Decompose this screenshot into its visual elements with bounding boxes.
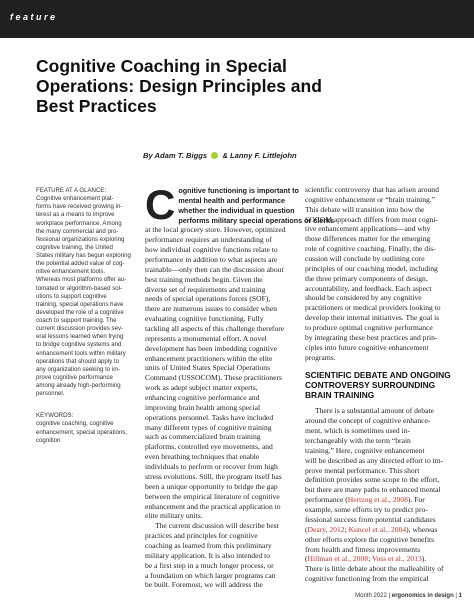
- text-line: a foundation on which larger programs can: [145, 570, 276, 580]
- paragraph: [145, 521, 297, 590]
- citation-link[interactable]: Voss et al., 2013: [371, 554, 422, 564]
- text-line: even breathing techniques that enable: [145, 452, 260, 462]
- text-line: FEATURE AT A GLANCE:: [36, 187, 107, 194]
- text-line: workplace performance. Among: [36, 219, 122, 227]
- text-line: practices and principles for cognitive: [145, 531, 258, 541]
- keywords-block: [36, 412, 136, 445]
- text-line: cognitive functioning from the empirical: [305, 574, 429, 584]
- text-line: ognitive functioning is important to: [178, 186, 299, 195]
- text-line: tackling all aspects of this challenge therefore: [145, 324, 285, 334]
- byline-by: By: [143, 151, 153, 160]
- text-line: Whereas most platforms offer au-: [36, 276, 127, 284]
- text-line: operations that should apply to: [36, 357, 120, 365]
- text-line: improving brain health among special: [145, 402, 261, 412]
- text-line: performance requires an understanding of: [145, 235, 272, 245]
- text-line: personnel.: [36, 390, 65, 398]
- text-line: development has been imbedding cognitive: [145, 343, 278, 353]
- footer-separator: |: [388, 593, 391, 599]
- title-line: Best Practices: [36, 96, 157, 116]
- text-line: best training methods begin. Given the: [145, 274, 263, 284]
- text-line: nitive enhancement tools.: [36, 268, 106, 276]
- text-line: [305, 525, 457, 535]
- footer-separator: |: [455, 593, 457, 599]
- text-line: This debate will transition into how the: [305, 204, 425, 214]
- text-line: other efforts explore the cognitive benefits: [305, 534, 435, 544]
- text-line: Cognitive enhancement plat-: [36, 195, 114, 203]
- text-line: principles of our coaching model, including: [305, 263, 438, 273]
- text-line: be a first step in a much longer process, or: [145, 560, 274, 570]
- text-line: example, some efforts try to predict pro-: [305, 505, 428, 515]
- paragraph: [305, 406, 457, 495]
- text-line: utions to support cognitive: [36, 292, 107, 300]
- text-line: at the local grocery store. However, optimized: [145, 225, 286, 235]
- text-line: training.” Here, cognitive enhancement: [305, 445, 425, 455]
- text-line: stress evolutions. Still, the program itself has: [145, 471, 282, 481]
- text-line: KEYWORDS:: [36, 412, 74, 420]
- text-line: cognition: [36, 436, 61, 444]
- text-line: work as adept subject matter experts,: [145, 383, 258, 393]
- text-line: The current discussion will describe best: [155, 521, 279, 531]
- text-line: operations personnel. Tasks have included: [145, 412, 274, 422]
- text-line: units of United States Special Operations: [145, 363, 271, 373]
- title-line: Operations: Design Principles and: [36, 76, 322, 96]
- text-line: terchangeably with the term “brain: [305, 436, 411, 446]
- text-line: around the concept of cognitive enhance-: [305, 416, 431, 426]
- text-fragment: (: [305, 524, 308, 534]
- text-line: evaluating cognitive functioning. Fully: [145, 314, 264, 324]
- text-fragment: ), whereas: [406, 524, 438, 534]
- text-line: performance in addition to what aspects are: [145, 255, 278, 265]
- text-line: represents a monumental effort. A novel: [145, 333, 267, 343]
- text-line: be built. Foremost, we will address the: [145, 580, 263, 590]
- text-fragment: ). For: [407, 495, 425, 505]
- text-line: tive enhancement applications—and why: [305, 224, 431, 234]
- text-line: been a unique opportunity to bridge the gap: [145, 481, 278, 491]
- author-name[interactable]: Adam T. Biggs: [154, 151, 208, 160]
- citation-link[interactable]: Deary, 2012: [307, 524, 345, 534]
- text-line: enhancement practitioners within the elite: [145, 353, 273, 363]
- text-line: accountability, and feedback. Each aspect: [305, 283, 432, 293]
- text-line: terest as a means to improve: [36, 211, 115, 219]
- text-line: from health and fitness improvements: [305, 544, 421, 554]
- glance-text: [36, 187, 136, 398]
- text-line: develop their internal initiatives. The goal is: [305, 313, 440, 323]
- author-name[interactable]: Lanny F. Littlejohn: [230, 151, 297, 160]
- text-line: whether the individual in question: [178, 205, 295, 215]
- text-line: needs of special operations forces (SOF),: [145, 294, 271, 304]
- article-title: [36, 56, 456, 116]
- text-line: role of cognitive coaching. Finally, the dis-: [305, 244, 436, 254]
- text-line: should be considered by any cognitive: [305, 293, 422, 303]
- text-line: any organization seeking to im-: [36, 365, 121, 373]
- byline: [143, 151, 463, 160]
- text-line: developed the role of a cognitive: [36, 308, 124, 316]
- title-line: Cognitive Coaching in Special: [36, 56, 287, 76]
- text-line: definition provides some scope to the effort,: [305, 475, 440, 485]
- text-line: mental health and performance: [178, 195, 285, 205]
- text-fragment: performance (: [305, 495, 348, 505]
- feature-at-a-glance: [36, 187, 136, 445]
- text-line: enhancing cognitive performance and: [145, 393, 260, 403]
- text-line: [305, 554, 457, 564]
- text-line: SOCOM approach differs from most cogni-: [305, 214, 438, 224]
- text-line: military application. It is also intended to: [145, 550, 271, 560]
- text-line: fessional organizations exploring: [36, 235, 125, 243]
- text-line: between the empirical literature of cognitive: [145, 491, 280, 501]
- text-fragment: ).: [421, 554, 427, 564]
- section-heading: [305, 370, 457, 400]
- text-line: performs military special operations or clerks: [178, 215, 335, 225]
- text-line: by integrating these best practices and prin-: [305, 332, 438, 342]
- text-fragment: ;: [344, 524, 349, 534]
- text-line: trainable—only then can the discussion about: [145, 264, 284, 274]
- text-line: programs.: [305, 352, 336, 362]
- text-line: many different types of cognitive training: [145, 422, 272, 432]
- body-column-2: [305, 185, 457, 584]
- text-line: enhancement, special operations,: [36, 428, 128, 436]
- text-line: Command (USSOCOM). These practitioners: [145, 373, 282, 383]
- text-line: the potential added value of cog-: [36, 260, 125, 268]
- text-line: but there are many paths to enhanced mental: [305, 485, 441, 495]
- text-line: training, special operations have: [36, 300, 124, 308]
- page-footer: [355, 593, 462, 599]
- page-number: 1: [458, 593, 462, 599]
- text-line: cussion will conclude by outlining core: [305, 254, 425, 264]
- text-line: eral lessons learned when trying: [36, 333, 124, 341]
- text-line: the three primary components of design,: [305, 273, 428, 283]
- text-line: cognitive coaching, cognitive: [36, 420, 114, 428]
- text-line: there are numerous issues to consider when: [145, 304, 278, 314]
- section-label: feature: [10, 12, 58, 22]
- text-line: CONTROVERSY SURROUNDING: [305, 380, 436, 391]
- text-line: SCIENTIFIC DEBATE AND ONGOING: [305, 370, 451, 381]
- text-line: forms have received growing in-: [36, 203, 123, 211]
- text-line: will be described as any directed effort to im-: [305, 455, 444, 465]
- text-line: enhancement and the practical application to: [145, 501, 281, 511]
- text-line: coaching as learned from this preliminary: [145, 540, 272, 550]
- text-fragment: (: [305, 554, 308, 564]
- text-line: cognitive enhancement or “brain training.”: [305, 194, 436, 204]
- text-line: tomated or algorithm-based sol-: [36, 284, 123, 292]
- text-line: coach to support training. The: [36, 317, 117, 324]
- text-line: to produce optimal cognitive performance: [305, 323, 433, 333]
- text-line: among already high-performing: [36, 382, 121, 389]
- paragraph: [305, 185, 457, 362]
- header-band: [0, 0, 474, 38]
- text-line: ment, which is sometimes used in-: [305, 426, 411, 436]
- text-line: fessional success from potential candidates: [305, 514, 436, 524]
- text-line: There is little debate about the malleability of: [305, 564, 444, 574]
- text-line: There is a substantial amount of debate: [315, 406, 434, 416]
- text-line: such as commercialized brain training: [145, 432, 261, 442]
- text-line: platforms, controlled eye movements, and: [145, 442, 273, 452]
- text-line: current discussion provides sev-: [36, 325, 124, 333]
- text-line: those differences matter for the emerging: [305, 234, 431, 244]
- text-line: prove mental performance. This short: [305, 465, 420, 475]
- drop-cap: C: [145, 181, 176, 228]
- footer-journal: ergonomics in design: [391, 593, 454, 599]
- byline-amp: &: [222, 151, 228, 160]
- text-line: the many commercial and pro-: [36, 227, 119, 235]
- text-line: how individual cognitive functions relate to: [145, 245, 278, 255]
- citation-link[interactable]: Hertzog et al., 2008: [347, 495, 408, 505]
- text-line: enhancement tools within military: [36, 349, 126, 357]
- text-line: practitioners or medical providers looking to: [305, 303, 441, 313]
- text-fragment: ;: [368, 554, 372, 564]
- text-line: ciples into future cognitive enhancement: [305, 342, 429, 352]
- orcid-icon[interactable]: [211, 152, 218, 159]
- text-line: elite military units.: [145, 511, 203, 521]
- text-line: [305, 495, 457, 505]
- text-line: prove cognitive performance: [36, 373, 113, 381]
- text-line: BRAIN TRAINING: [305, 390, 375, 401]
- text-line: cognitive training, the United: [36, 243, 113, 251]
- text-line: individuals to perform or recover from high: [145, 462, 278, 472]
- text-line: scientific controversy that has arisen around: [305, 185, 439, 194]
- text-line: to bridge cognitive systems and: [36, 341, 122, 349]
- text-line: diverse set of requirements and training: [145, 284, 266, 294]
- citation-link[interactable]: Hillman et al., 2008: [307, 554, 369, 564]
- citation-link[interactable]: Kuncel et al., 2004: [348, 524, 407, 534]
- text-line: States military has begun exploring: [36, 252, 131, 259]
- footer-month: Month 2022: [355, 593, 387, 599]
